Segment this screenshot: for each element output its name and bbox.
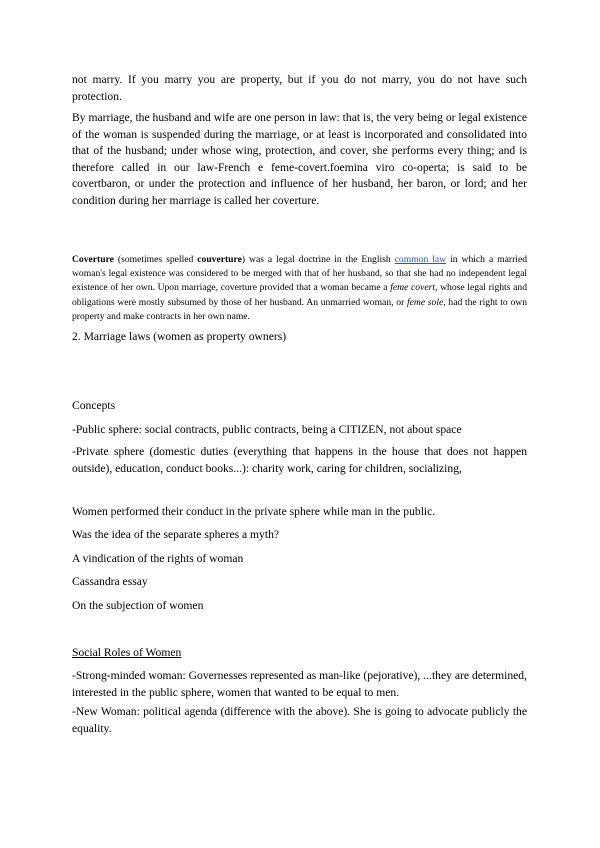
paragraph-coverture-wiki	[72, 253, 527, 324]
paragraph-subjection: On the subjection of women	[72, 599, 204, 612]
coverture-text-2: ) was a legal doctrine in the English	[241, 254, 395, 265]
heading-marriage-laws: 2. Marriage laws (women as property owners)	[72, 330, 287, 343]
paragraph-marry-property: not marry. If you marry you are property, but if you do not marry, you do not have such protection.	[72, 73, 527, 103]
paragraph-coverture-definition-quote: By marriage, the husband and wife are one person in law: that is, the very being or legal existence of the woman is suspended during the marriage, or at least is incorporated and consolidated into that of the husband; under whose wing, protection, and cover, she performs every thing; and is therefore called in our law-French e feme-covert.foemina viro co-operta; is said to be covertbaron, or under the protection and influence of her husband, her baron, or lord; and her condition during her marriage is called her coverture.	[72, 111, 527, 207]
coverture-text-5: , had the right to own property and make contracts in her own name.	[72, 296, 527, 322]
paragraph-vindication: A vindication of the rights of woman	[72, 552, 244, 565]
paragraph-women-conduct: Women performed their conduct in the private sphere while man in the public.	[72, 505, 436, 518]
paragraph-public-sphere: -Public sphere: social contracts, public contracts, being a CITIZEN, not about space	[72, 423, 462, 436]
paragraph-myth-question: Was the idea of the separate spheres a myth?	[72, 528, 280, 541]
heading-social-roles: Social Roles of Women	[72, 646, 182, 659]
paragraph-cassandra: Cassandra essay	[72, 575, 148, 588]
common-law-link[interactable]: common law	[394, 254, 447, 265]
term-couverture: couverture	[197, 254, 242, 265]
paragraph-new-woman: -New Woman: political agenda (difference with the above). She is going to advocate publicly the equality.	[72, 705, 527, 735]
heading-concepts: Concepts	[72, 399, 116, 412]
coverture-text-4: , whose legal rights and obligations were mostly subsumed by those of her husband. An unmarried woman, or	[72, 282, 527, 308]
term-feme-covert: feme covert	[390, 282, 436, 294]
term-feme-sole: feme sole	[406, 296, 444, 308]
term-coverture: Coverture	[72, 254, 114, 265]
coverture-text-3: in which a married woman's legal existence was considered to be merged with that of her husband, so that she had no independent legal existence of her own. Upon marriage, coverture provided that a woman became a	[72, 254, 528, 294]
coverture-text-1: (sometimes spelled	[113, 254, 198, 265]
paragraph-private-sphere: -Private sphere (domestic duties (everything that happens in the house that does not happen outside), education, conduct books...): charity work, caring for children, socializing,	[72, 445, 527, 475]
paragraph-strong-minded: -Strong-minded woman: Governesses represented as man-like (pejorative), ...they are determined, interested in the public sphere, women that wanted to be equal to men.	[72, 669, 527, 699]
